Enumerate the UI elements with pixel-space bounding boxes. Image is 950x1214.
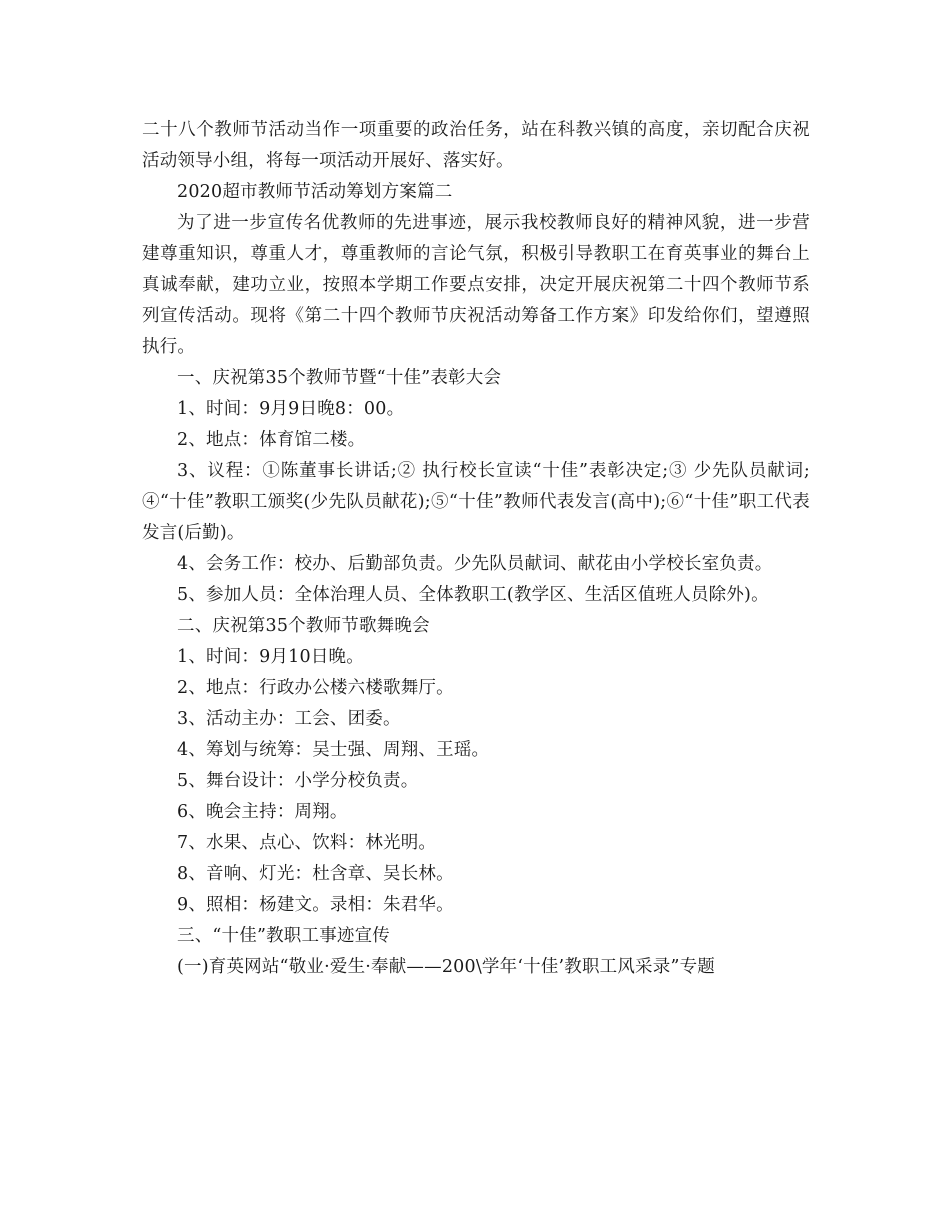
list-item: 5、参加人员：全体治理人员、全体教职工(教学区、生活区值班人员除外)。 bbox=[177, 585, 769, 605]
list-item: 4、筹划与统筹：吴士强、周翔、王瑶。 bbox=[177, 740, 490, 760]
list-item: 2、地点：体育馆二楼。 bbox=[177, 430, 366, 450]
list-item: 7、水果、点心、饮料：林光明。 bbox=[177, 833, 437, 853]
list-item: 2、地点：行政办公楼六楼歌舞厅。 bbox=[177, 678, 454, 698]
list-item: 6、晚会主持：周翔。 bbox=[177, 802, 348, 822]
list-item: 8、音响、灯光：杜含章、吴长林。 bbox=[177, 864, 454, 884]
list-item: 4、会务工作：校办、后勤部负责。少先队员献词、献花由小学校长室负责。 bbox=[177, 554, 773, 574]
list-item-agenda: 3、议程：①陈董事长讲话;② 执行校长宣读“十佳”表彰决定;③ 少先队员献词;④“十佳”教职工颁奖(少先队员献花);⑤“十佳”教师代表发言(高中);⑥“十佳”职工代表发言(后勤)。 bbox=[142, 461, 810, 543]
document-body bbox=[142, 115, 810, 983]
list-item: 9、照相：杨建文。录相：朱君华。 bbox=[177, 895, 454, 915]
section-heading-ceremony: 一、庆祝第35个教师节暨“十佳”表彰大会 bbox=[177, 368, 502, 388]
list-item: (一)育英网站“敬业·爱生·奉献——200\学年‘十佳’教职工风采录”专题 bbox=[177, 957, 715, 977]
section-heading-publicity: 三、“十佳”教职工事迹宣传 bbox=[177, 926, 390, 946]
list-item: 1、时间：9月9日晚8：00。 bbox=[177, 399, 405, 419]
section-heading-plan-two: 2020超市教师节活动筹划方案篇二 bbox=[177, 182, 453, 202]
paragraph-continuation: 二十八个教师节活动当作一项重要的政治任务，站在科教兴镇的高度，亲切配合庆祝活动领导小组，将每一项活动开展好、落实好。 bbox=[142, 120, 810, 171]
list-item: 3、活动主办：工会、团委。 bbox=[177, 709, 401, 729]
list-item: 1、时间：9月10日晚。 bbox=[177, 647, 364, 667]
paragraph-intro: 为了进一步宣传名优教师的先进事迹，展示我校教师良好的精神风貌，进一步营建尊重知识，尊重人才，尊重教师的言论气氛，积极引导教职工在育英事业的舞台上真诚奉献，建功立业，按照本学期工作要点安排，决定开展庆祝第二十四个教师节系列宣传活动。现将《第二十四个教师节庆祝活动筹备工作方案》印发给你们，望遵照执行。 bbox=[142, 213, 810, 357]
list-item: 5、舞台设计：小学分校负责。 bbox=[177, 771, 419, 791]
section-heading-gala: 二、庆祝第35个教师节歌舞晚会 bbox=[177, 616, 430, 636]
